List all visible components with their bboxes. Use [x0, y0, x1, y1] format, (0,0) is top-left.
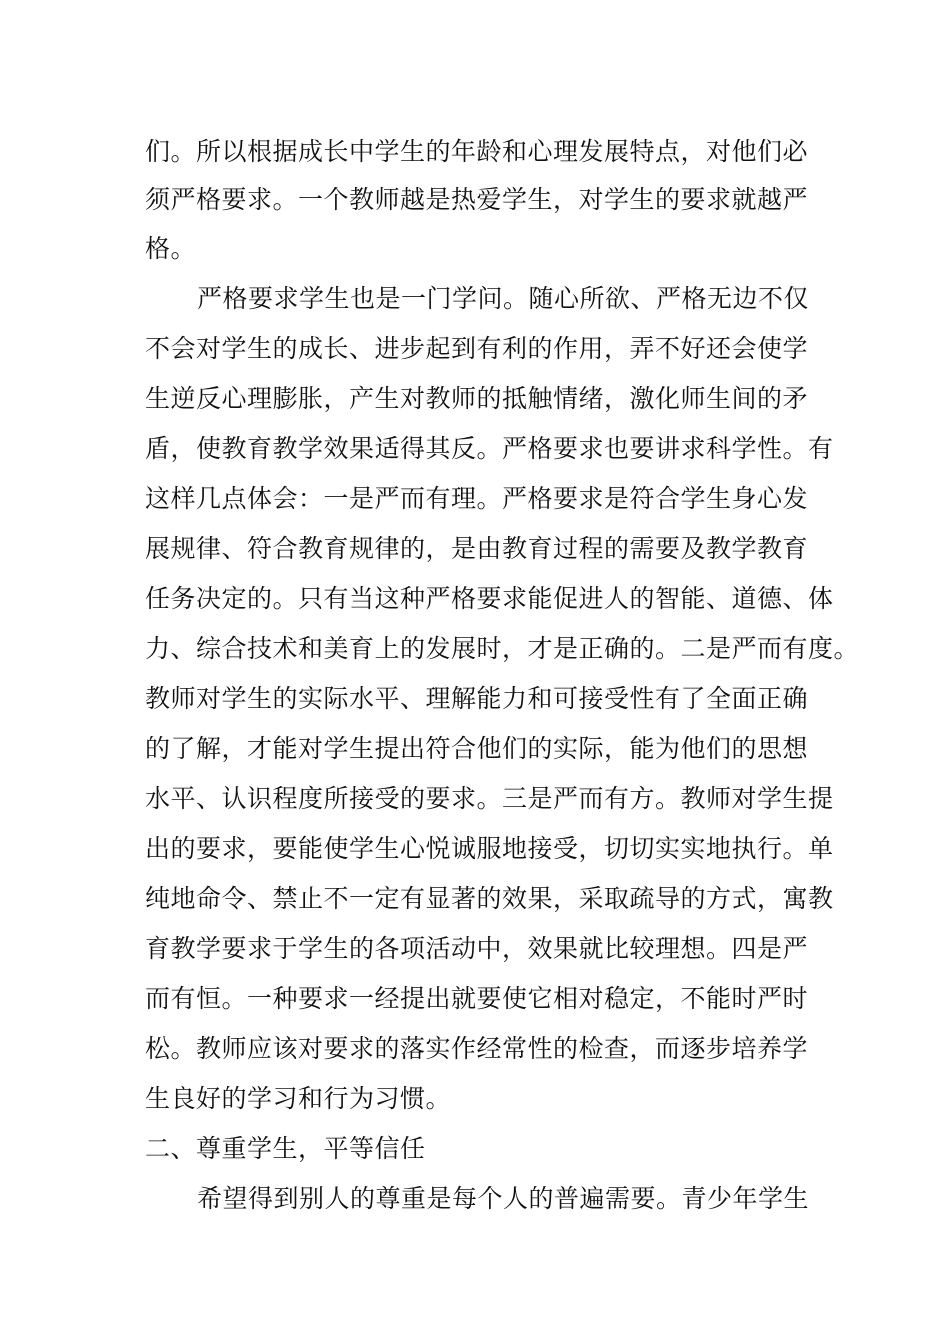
text-line: 盾，使教育教学效果适得其反。严格要求也要讲求科学性。有	[145, 434, 834, 463]
text-line: 展规律、符合教育规律的，是由教育过程的需要及教学教育	[145, 534, 809, 563]
paragraph-first-line: 希望得到别人的尊重是每个人的普遍需要。青少年学生	[197, 1184, 810, 1213]
text-line: 格。	[145, 234, 197, 263]
text-line: 教师对学生的实际水平、理解能力和可接受性有了全面正确	[145, 684, 809, 713]
text-line: 纯地命令、禁止不一定有显著的效果，采取疏导的方式，寓教	[145, 884, 834, 913]
text-line: 的了解，才能对学生提出符合他们的实际，能为他们的思想	[145, 734, 809, 763]
text-line: 们。所以根据成长中学生的年龄和心理发展特点，对他们必	[145, 137, 809, 166]
text-line: 出的要求，要能使学生心悦诚服地接受，切切实实地执行。单	[145, 834, 834, 863]
paragraph-first-line: 严格要求学生也是一门学问。随心所欲、严格无边不仅	[197, 284, 810, 313]
text-line: 任务决定的。只有当这种严格要求能促进人的智能、道德、体	[145, 584, 834, 613]
text-line: 水平、认识程度所接受的要求。三是严而有方。教师对学生提	[145, 784, 834, 813]
text-line: 这样几点体会：一是严而有理。严格要求是符合学生身心发	[145, 484, 809, 513]
text-line: 须严格要求。一个教师越是热爱学生，对学生的要求就越严	[145, 185, 809, 214]
text-line: 力、综合技术和美育上的发展时，才是正确的。二是严而有度。	[145, 634, 860, 663]
text-line: 而有恒。一种要求一经提出就要使它相对稳定，不能时严时	[145, 984, 809, 1013]
text-line: 生逆反心理膨胀，产生对教师的抵触情绪，激化师生间的矛	[145, 384, 809, 413]
text-line: 育教学要求于学生的各项活动中，效果就比较理想。四是严	[145, 934, 809, 963]
section-heading: 二、尊重学生，平等信任	[145, 1134, 426, 1163]
text-line: 松。教师应该对要求的落实作经常性的检查，而逐步培养学	[145, 1034, 809, 1063]
text-line: 不会对学生的成长、进步起到有利的作用，弄不好还会使学	[145, 334, 809, 363]
text-line: 生良好的学习和行为习惯。	[145, 1084, 452, 1113]
